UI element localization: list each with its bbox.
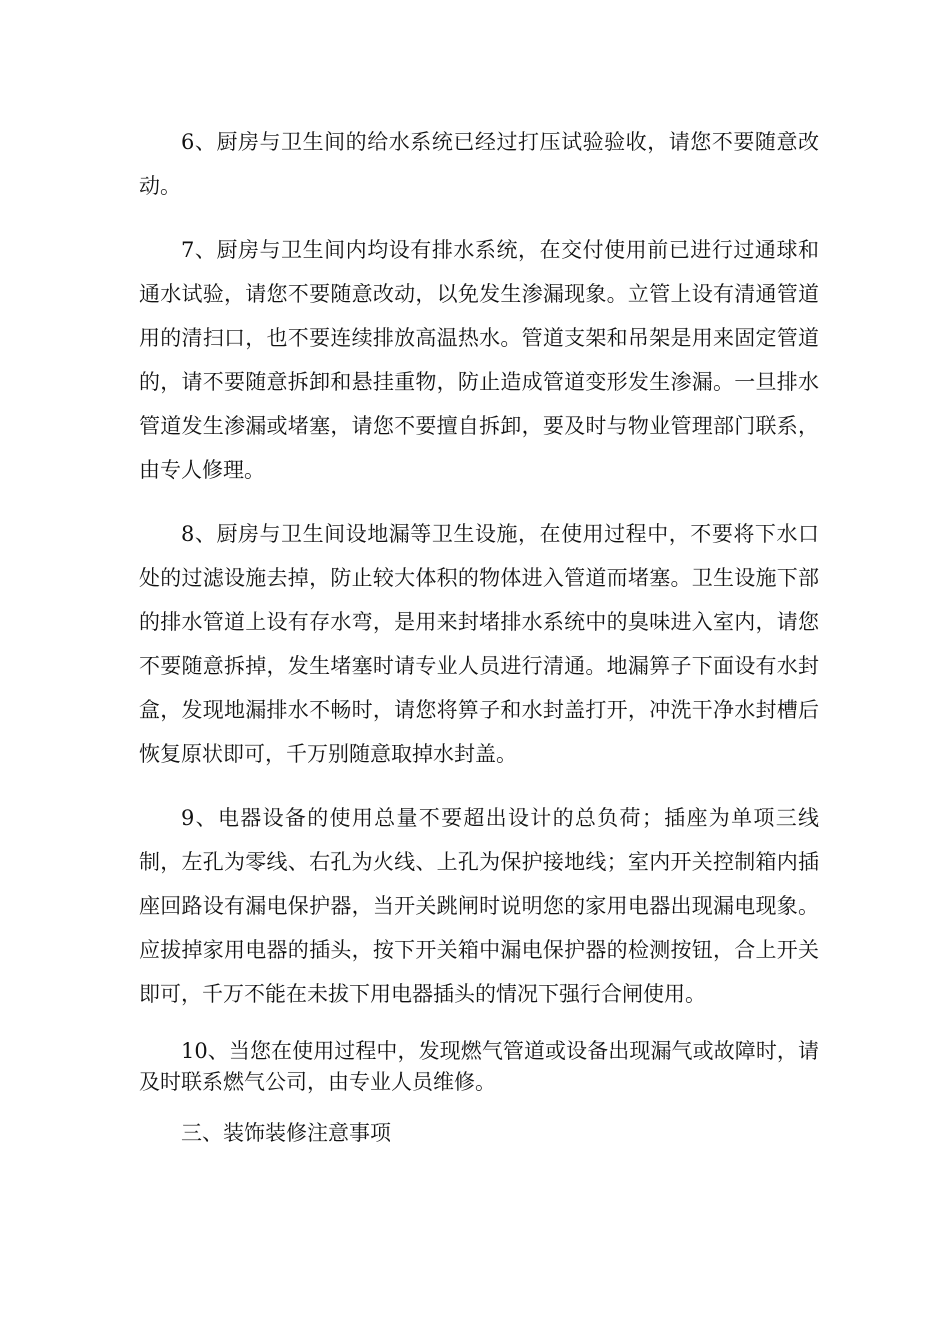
paragraph-item-8: 8、厨房与卫生间设地漏等卫生设施，在使用过程中，不要将下水口处的过滤设施去掉，防止较大体积的物体进入管道而堵塞。卫生设施下部的排水管道上设有存水弯，是用来封堵排水系统中的臭味进入室内，请您不要随意拆掉，发生堵塞时请专业人员进行清通。地漏箅子下面设有水封盒，发现地漏排水不畅时，请您将箅子和水封盖打开，冲洗干净水封槽后恢复原状即可，千万别随意取掉水封盖。 <box>139 522 819 766</box>
paragraph-item-7: 7、厨房与卫生间内均设有排水系统，在交付使用前已进行过通球和通水试验，请您不要随意改动，以免发生渗漏现象。立管上设有清通管道用的清扫口，也不要连续排放高温热水。管道支架和吊架是用来固定管道的，请不要随意拆卸和悬挂重物，防止造成管道变形发生渗漏。一旦排水管道发生渗漏或堵塞，请您不要擅自拆卸，要及时与物业管理部门联系，由专人修理。 <box>139 238 819 482</box>
paragraph-item-10: 10、当您在使用过程中，发现燃气管道或设备出现漏气或故障时，请及时联系燃气公司，由专业人员维修。 <box>139 1039 819 1094</box>
paragraph-item-9: 9、电器设备的使用总量不要超出设计的总负荷；插座为单项三线制，左孔为零线、右孔为火线、上孔为保护接地线；室内开关控制箱内插座回路设有漏电保护器，当开关跳闸时说明您的家用电器出现漏电现象。应拔掉家用电器的插头，按下开关箱中漏电保护器的检测按钮，合上开关即可，千万不能在未拔下用电器插头的情况下强行合闸使用。 <box>139 806 819 1006</box>
section-heading: 三、装饰装修注意事项 <box>181 1121 391 1145</box>
paragraph-item-6: 6、厨房与卫生间的给水系统已经过打压试验验收，请您不要随意改动。 <box>139 130 819 198</box>
document-page <box>139 120 819 1149</box>
